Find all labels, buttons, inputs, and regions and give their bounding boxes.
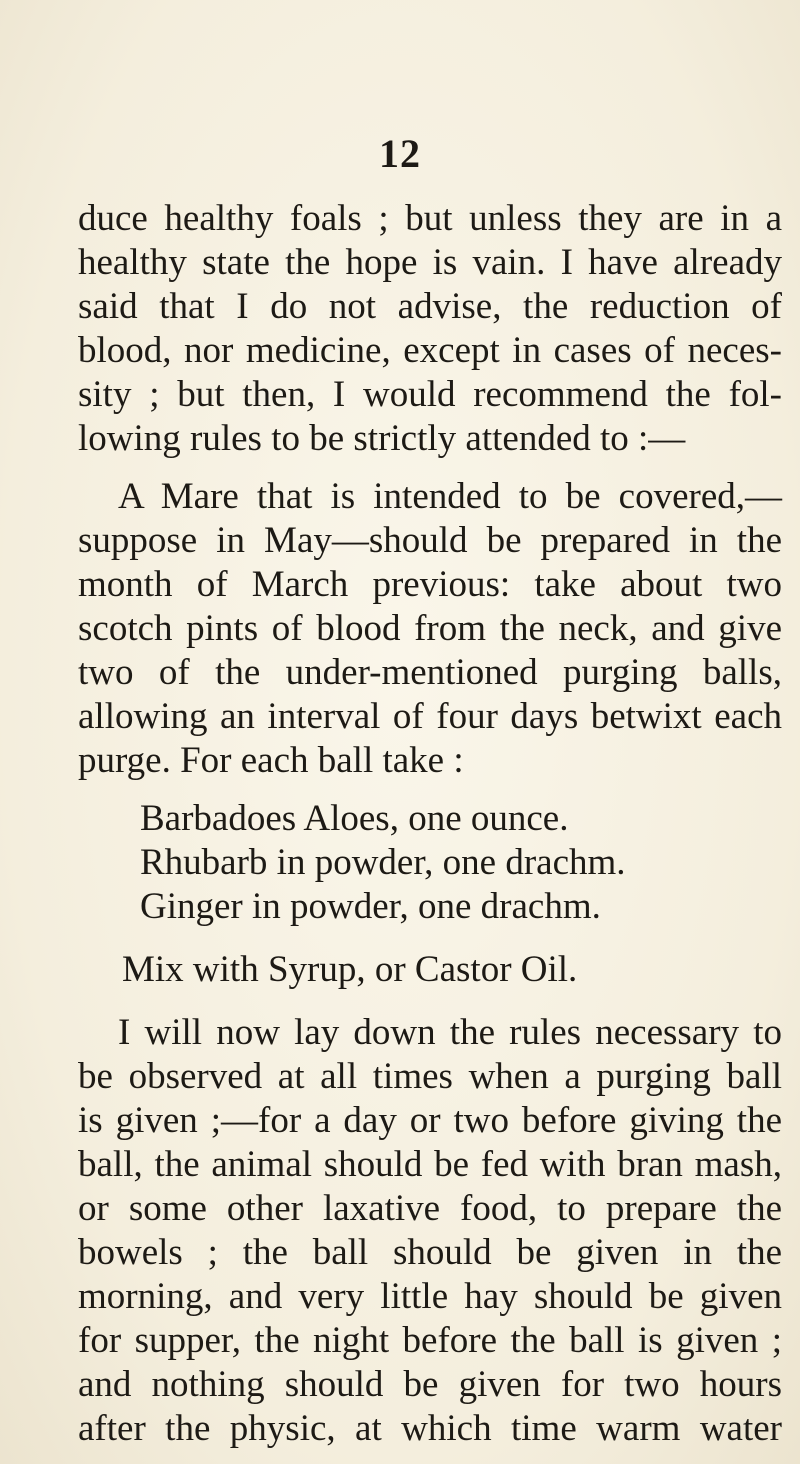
text-line: purge. For each ball take :: [78, 740, 464, 781]
text-line: morning, and very little hay should be given: [78, 1276, 782, 1317]
text-line: duce healthy foals ; but unless they are in a: [78, 198, 782, 239]
text-line: scotch pints of blood from the neck, and give: [78, 608, 782, 649]
text-line: two of the under-mentioned purging balls,: [78, 652, 782, 693]
text-line: A Mare that is intended to be covered,—: [118, 476, 782, 517]
text-line: sity ; but then, I would recommend the fol-: [78, 374, 782, 415]
text-line: bowels ; the ball should be given in the: [78, 1232, 782, 1273]
recipe-item: Rhubarb in powder, one drachm.: [140, 842, 626, 883]
text-line: ball, the animal should be fed with bran mash,: [78, 1144, 782, 1185]
text-line: be observed at all times when a purging ball: [78, 1056, 782, 1097]
text-line: for supper, the night before the ball is given ;: [78, 1320, 782, 1361]
page-number: 12: [379, 131, 421, 176]
text-line: healthy state the hope is vain. I have already: [78, 242, 782, 283]
recipe-item: Ginger in powder, one drachm.: [140, 886, 601, 927]
text-line: said that I do not advise, the reduction of: [78, 286, 782, 327]
text-line: or some other laxative food, to prepare the: [78, 1188, 782, 1229]
text-line: blood, nor medicine, except in cases of neces-: [78, 330, 782, 371]
recipe-mix-instruction: Mix with Syrup, or Castor Oil.: [122, 949, 578, 990]
text-line: I will now lay down the rules necessary to: [118, 1012, 782, 1053]
text-line: month of March previous: take about two: [78, 564, 782, 605]
text-line: is given ;—for a day or two before giving the: [78, 1100, 782, 1141]
text-line: after the physic, at which time warm water: [78, 1408, 782, 1449]
recipe-item: Barbadoes Aloes, one ounce.: [140, 798, 569, 839]
text-line: allowing an interval of four days betwixt each: [78, 696, 782, 737]
text-line: lowing rules to be strictly attended to :—: [78, 418, 686, 459]
text-line: and nothing should be given for two hours: [78, 1364, 782, 1405]
text-line: suppose in May—should be prepared in the: [78, 520, 782, 561]
